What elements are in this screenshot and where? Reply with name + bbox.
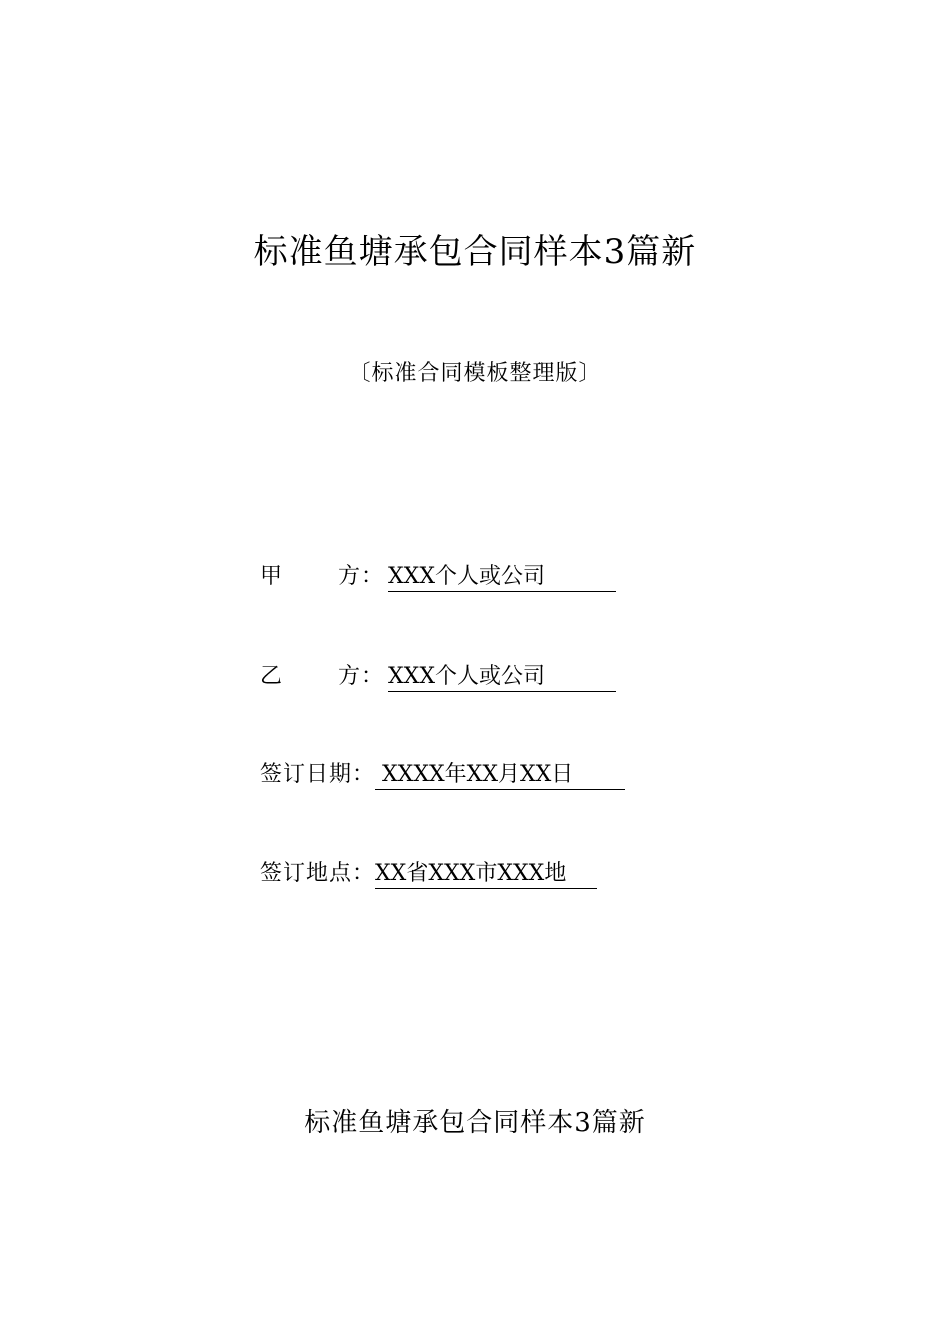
party-a-label-char1: 甲: [260, 564, 284, 589]
sign-date-row: [260, 758, 625, 792]
sign-date-value: XXXX年XX月XX日: [375, 761, 625, 790]
party-b-label-char2: 方：: [338, 664, 385, 689]
party-b-value: XXX个人或公司: [388, 663, 616, 692]
party-b-row: [260, 660, 616, 694]
party-b-label: [260, 660, 388, 694]
sign-date-label: 签订日期：: [260, 762, 376, 787]
footer-title: 标准鱼塘承包合同样本3篇新: [304, 1108, 646, 1138]
party-a-label-char2: 方：: [338, 564, 385, 589]
party-a-label: [260, 560, 388, 594]
party-a-value: XXX个人或公司: [388, 563, 616, 592]
party-a-row: [260, 560, 616, 594]
document-title: 标准鱼塘承包合同样本3篇新: [253, 232, 697, 272]
sign-place-value: XX省XXX市XXX地: [375, 860, 597, 889]
sign-place-label: 签订地点：: [260, 861, 376, 886]
sign-place-row: [260, 857, 597, 891]
party-b-label-char1: 乙: [260, 664, 284, 689]
document-subtitle: 〔标准合同模板整理版〕: [348, 361, 602, 386]
